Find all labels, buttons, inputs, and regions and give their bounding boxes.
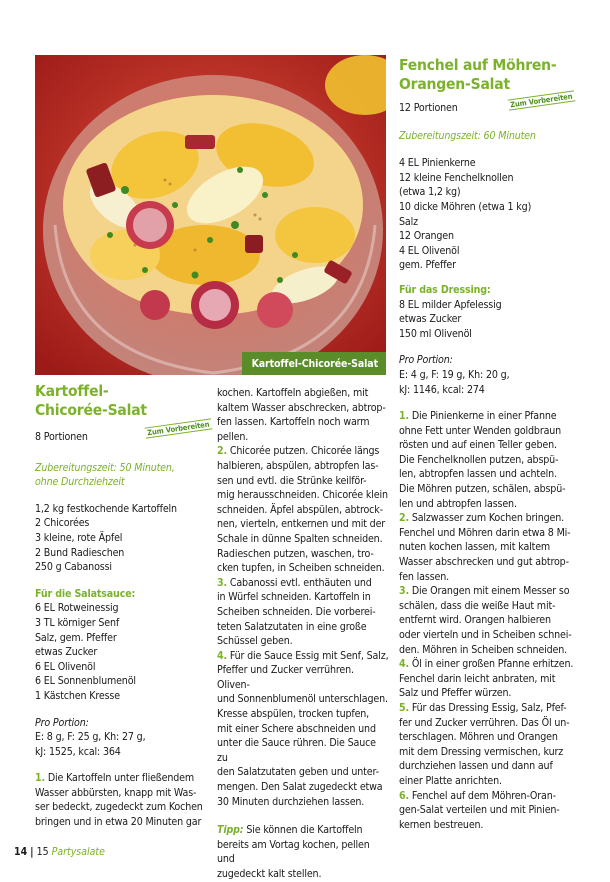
tip-label: Tipp: (217, 824, 244, 837)
step-text: unter die Sauce rühren. Die Sauce zu (217, 737, 376, 764)
recipe1-step4 (217, 649, 389, 810)
recipe2-dressing-ingredients (399, 298, 579, 342)
step-number: 1. (399, 410, 409, 423)
ingredient: 6 EL Sonnenblumenöl (35, 675, 136, 688)
recipe2-badge: Zum Vorbereiten (508, 90, 575, 110)
recipe2-ingredients (399, 156, 579, 273)
ingredient: 6 EL Olivenöl (35, 660, 96, 673)
step-text: Chicorée putzen. Chicorée längs (229, 445, 380, 458)
recipe1-portions: 8 Portionen (35, 431, 88, 443)
step-text: Fenchel auf dem Möhren-Oran- (411, 789, 556, 802)
recipe1-prep-time-line1: Zubereitungszeit: 50 Minuten, (35, 461, 175, 474)
tip-text: bereits am Vortag kochen, pellen und (217, 838, 370, 866)
ingredient: 10 dicke Möhren (etwa 1 kg) (399, 200, 532, 213)
recipe2-nutrition-heading: Pro Portion: (399, 354, 453, 367)
step-text: cken tupfen, in Scheiben schneiden. (217, 562, 385, 575)
step-text: Scheiben schneiden. Die vorberei- (217, 605, 376, 618)
step-text: Die Möhren putzen, schälen, abspü- (399, 483, 566, 496)
recipe1-step2 (217, 444, 389, 575)
step-text: len und abtropfen lassen. (399, 497, 517, 510)
recipe2-title-line1: Fenchel auf Möhren- (399, 56, 557, 74)
ingredient: 12 Orangen (399, 230, 454, 243)
ingredient: etwas Zucker (399, 313, 462, 326)
ingredient: (etwa 1,2 kg) (399, 186, 461, 199)
ingredient: gem. Pfeffer (399, 259, 456, 272)
recipe1-step1-continued (217, 386, 389, 444)
ingredient: 6 EL Rotweinessig (35, 602, 119, 615)
salad-photo (35, 55, 386, 375)
step-text: teten Salatzutaten in eine große (217, 620, 367, 633)
section-name: Partysalate (51, 846, 105, 858)
tip-text: zugedeckt kalt stellen. (217, 868, 322, 880)
recipe2-step3 (399, 584, 579, 657)
step-text: den. Möhren in Scheiben schneiden. (399, 643, 567, 656)
ingredient: 1,2 kg festkochende Kartoffeln (35, 502, 177, 515)
recipe2-step1 (399, 409, 579, 511)
recipe2-title-line2: Orangen-Salat (399, 75, 510, 93)
ingredient: 12 kleine Fenchelknollen (399, 171, 514, 184)
recipe2-step6 (399, 789, 579, 833)
recipe1-title (35, 382, 147, 420)
step-text: mit einer Schere abschneiden und (217, 722, 376, 735)
step-text: oder vierteln und in Scheiben schnei- (399, 629, 572, 641)
recipe1-ingredients (35, 502, 210, 575)
step-text: Die Kartoffeln unter fließendem (47, 772, 194, 785)
ingredient: Salz (399, 215, 418, 228)
step-text: bringen und in etwa 20 Minuten gar (35, 816, 202, 829)
ingredient: 2 Chicorées (35, 517, 90, 530)
recipe2-column (399, 101, 579, 832)
step-text: Radieschen putzen, waschen, tro- (217, 547, 374, 560)
tip-text: Sie können die Kartoffeln (246, 824, 363, 837)
step-text: gen-Salat verteilen und mit Pinien- (399, 804, 560, 817)
step-text: Die Orangen mit einem Messer so (411, 585, 570, 598)
step-text: den Salatzutaten geben und unter- (217, 766, 379, 779)
step-text: Wasser abbürsten, knapp mit Was- (35, 786, 197, 799)
ingredient: 150 ml Olivenöl (399, 327, 472, 340)
recipe2-step4 (399, 657, 579, 701)
ingredient: 3 kleine, rote Äpfel (35, 531, 123, 544)
step-number: 2. (399, 512, 409, 525)
ingredient: 8 EL milder Apfelessig (399, 298, 502, 311)
ingredient: etwas Zucker (35, 646, 98, 659)
step-text: 30 Minuten durchziehen lassen. (217, 795, 365, 808)
step-text: entfernt wird. Orangen halbieren (399, 614, 551, 627)
step-text: nen, vierteln, entkernen und mit der (217, 518, 386, 531)
step-text: ohne Fett unter Wenden goldbraun (399, 424, 562, 437)
salad-photo-illustration (35, 55, 386, 375)
step-text: durchziehen lassen und dann auf (399, 760, 553, 773)
recipe2-dressing-heading: Für das Dressing: (399, 283, 491, 296)
recipe1-middle-column (217, 386, 389, 882)
step-text: schälen, dass die weiße Haut mit- (399, 599, 556, 612)
step-text: Fenchel und Möhren darin etwa 8 Mi- (399, 526, 571, 539)
step-text: ser bedeckt, zugedeckt zum Kochen (35, 801, 203, 814)
step-text: sen und evtl. die Strünke keilför- (217, 474, 367, 487)
step-text: Für das Dressing Essig, Salz, Pfef- (411, 701, 567, 714)
recipe1-left-column (35, 430, 210, 830)
step-text: Salz und Pfeffer würzen. (399, 687, 512, 700)
step-text: Die Pinienkerne in einer Pfanne (411, 410, 557, 423)
step-text: kaltem Wasser abschrecken, abtrop- (217, 401, 386, 414)
step-text: Schüssel geben. (217, 635, 293, 648)
step-text: fer und Zucker verrühren. Das Öl un- (399, 716, 570, 729)
recipe1-step1-start (35, 771, 210, 829)
step-text: kernen bestreuen. (399, 818, 484, 831)
step-text: mig herausschneiden. Chicorée klein (217, 489, 388, 502)
ingredient: 4 EL Pinienkerne (399, 157, 476, 170)
step-text: einer Platte anrichten. (399, 774, 502, 787)
step-text: Für die Sauce Essig mit Senf, Salz, (229, 649, 389, 662)
recipe1-title-line1: Kartoffel- (35, 382, 109, 400)
step-text: mengen. Den Salat zugedeckt etwa (217, 781, 383, 794)
step-text: Öl in einer großen Pfanne erhitzen. (411, 658, 574, 671)
step-text: nuten kochen lassen, mit kaltem (399, 541, 551, 554)
recipe2-nutrition-line1: E: 4 g, F: 19 g, Kh: 20 g, (399, 368, 510, 381)
recipe1-sauce-ingredients (35, 601, 210, 703)
photo-caption: Kartoffel-Chicorée-Salat (242, 352, 386, 375)
step-text: kochen. Kartoffeln abgießen, mit (217, 387, 369, 399)
recipe2-step5 (399, 701, 579, 789)
ingredient: 1 Kästchen Kresse (35, 689, 120, 702)
step-text: Salzwasser zum Kochen bringen. (411, 512, 565, 525)
footer-separator: | (30, 846, 34, 858)
step-text: Pfeffer und Zucker verrühren. Oliven- (217, 664, 354, 691)
recipe2-prep-time: Zubereitungszeit: 60 Minuten (399, 129, 536, 142)
step-text: Kresse abspülen, trocken tupfen, (217, 708, 370, 721)
step-text: Fenchel darin leicht anbraten, mit (399, 672, 556, 685)
step-text: in Würfel schneiden. Kartoffeln in (217, 591, 371, 604)
ingredient: 4 EL Olivenöl (399, 244, 460, 257)
recipe1-nutrition-line2: kJ: 1525, kcal: 364 (35, 745, 121, 758)
step-number: 4. (217, 649, 227, 662)
recipe1-step3 (217, 576, 389, 649)
step-number: 4. (399, 658, 409, 671)
step-number: 3. (399, 585, 409, 598)
recipe2-nutrition-line2: kJ: 1146, kcal: 274 (399, 383, 485, 396)
step-text: Die Fenchelknollen putzen, abspü- (399, 453, 559, 466)
step-text: rösten und auf einen Teller geben. (399, 439, 557, 452)
recipe2-portions: 12 Portionen (399, 102, 458, 114)
recipe-number: 15 (36, 846, 49, 858)
step-text: Cabanossi evtl. enthäuten und (229, 576, 372, 589)
recipe2-step2 (399, 511, 579, 584)
ingredient: 250 g Cabanossi (35, 561, 112, 574)
step-number: 6. (399, 789, 409, 802)
step-number: 2. (217, 445, 227, 458)
recipe1-nutrition-heading: Pro Portion: (35, 716, 89, 729)
step-text: Schale in dünne Spalten schneiden. (217, 532, 383, 545)
step-text: mit dem Dressing vermischen, kurz (399, 745, 564, 758)
step-text: und Sonnenblumenöl unterschlagen. (217, 693, 388, 706)
recipe1-prep-time-line2: ohne Durchziehzeit (35, 476, 125, 489)
step-text: Wasser abschrecken und gut abtrop- (399, 556, 569, 569)
ingredient: Salz, gem. Pfeffer (35, 631, 117, 644)
step-text: pellen. (217, 430, 249, 443)
ingredient: 3 TL körniger Senf (35, 616, 120, 629)
recipe1-badge: Zum Vorbereiten (145, 418, 212, 438)
recipe2-title (399, 56, 556, 94)
recipe1-title-line2: Chicorée-Salat (35, 401, 147, 419)
step-text: fen lassen. Kartoffeln noch warm (217, 416, 370, 429)
recipe1-tip (217, 823, 389, 881)
step-text: fen lassen. (399, 570, 449, 583)
step-text: halbieren, abspülen, abtropfen las- (217, 459, 379, 472)
step-text: terschlagen. Möhren und Orangen (399, 731, 558, 744)
ingredient: 2 Bund Radieschen (35, 546, 125, 559)
step-number: 1. (35, 772, 45, 785)
page-number: 14 (14, 846, 28, 858)
recipe1-nutrition-line1: E: 8 g, F: 25 g, Kh: 27 g, (35, 731, 146, 744)
step-text: len, abtropfen lassen und achteln. (399, 468, 557, 481)
step-text: schneiden. Äpfel abspülen, abtrock- (217, 503, 383, 516)
step-number: 5. (399, 701, 409, 714)
page-footer (14, 846, 105, 858)
recipe1-sauce-heading: Für die Salatsauce: (35, 587, 136, 600)
step-number: 3. (217, 576, 227, 589)
